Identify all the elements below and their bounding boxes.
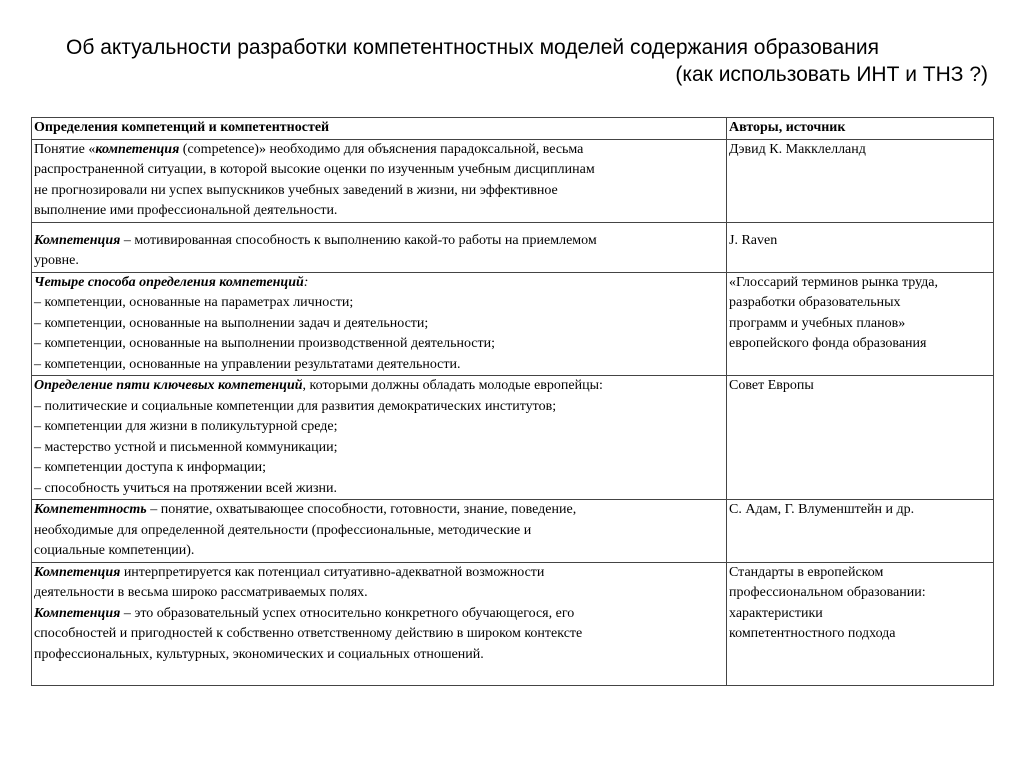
term: Компетентность [34,502,147,517]
definition-cell [32,562,727,685]
header-definitions: Определения компетенций и компетентностей [32,118,727,140]
text-line: деятельности в весьма широко рассматриваемых полях. [34,585,368,600]
text-line: профессиональных, культурных, экономических и социальных отношений. [34,646,484,662]
author-cell: Совет Европы [727,376,994,500]
section-heading: Четыре способа определения компетенций: [34,274,309,290]
table-row [32,139,994,222]
table-header-row [32,118,994,140]
list-item: – компетенции, основанные на управлении результатами деятельности. [34,356,461,372]
list-item: – мастерство устной и письменной коммуникации; [34,439,338,455]
title-line-1: Об актуальности разработки компетентностных моделей содержания образования [66,36,879,59]
text-line: уровне. [34,253,79,268]
title-line-2: (как использовать ИНТ и ТНЗ ?) [675,63,988,86]
competence-table [31,117,994,686]
table-row [32,272,994,376]
section-heading: Определение пяти ключевых компетенций, которыми должны обладать молодые европейцы: [34,378,603,393]
slide-title [0,34,988,88]
header-authors: Авторы, источник [727,118,994,140]
text-line: необходимые для определенной деятельности (профессиональные, методические и [34,522,532,538]
author-cell: Дэвид К. Макклелланд [727,139,994,222]
author-cell: Стандарты в европейском профессиональном образовании: характеристики компетентностного подхода [727,562,994,685]
text-line: выполнение ими профессиональной деятельности. [34,203,338,218]
list-item: – компетенции, основанные на параметрах личности; [34,295,354,310]
list-item: – компетенции, основанные на выполнении производственной деятельности; [34,336,496,351]
text-line: социальные компетенции). [34,543,195,558]
text-line: Компетенция – это образовательный успех относительно конкретного обучающегося, его [34,605,575,621]
text-line: не прогнозировали ни успех выпускников учебных заведений в жизни, ни эффективное [34,182,558,198]
definition-cell [32,272,727,376]
list-item: – компетенции, основанные на выполнении задач и деятельности; [34,315,429,331]
list-item: – политические и социальные компетенции для развития демократических институтов; [34,398,557,414]
text-line: Понятие «компетенция (competence)» необходимо для объяснения парадоксальной, весьма [34,141,584,157]
author-cell: С. Адам, Г. Влуменштейн и др. [727,500,994,563]
definition-cell [32,500,727,563]
list-item: – способность учиться на протяжении всей жизни. [34,480,338,496]
author-cell: J. Raven [727,222,994,272]
text-line: распространенной ситуации, в которой высокие оценки по изученным учебным дисциплинам [34,162,595,177]
text-line: способностей и пригодностей к собственно ответственному действию в широком контексте [34,626,583,641]
list-item: – компетенции для жизни в поликультурной среде; [34,419,338,434]
text-line: Компетенция интерпретируется как потенциал ситуативно-адекватной возможности [34,564,545,580]
definition-cell [32,222,727,272]
term: компетенция [95,141,180,157]
table-row [32,376,994,500]
text-line: Компетентность – понятие, охватывающее способности, готовности, знание, поведение, [34,502,577,517]
term: Компетенция [34,232,121,248]
term: Компетенция [34,605,121,621]
author-cell: «Глоссарий терминов рынка труда, разработки образовательных программ и учебных планов» европейского фонда образования [727,272,994,376]
definition-cell [32,376,727,500]
table-row [32,562,994,685]
list-item: – компетенции доступа к информации; [34,460,267,475]
term: Компетенция [34,564,121,580]
table-row [32,500,994,563]
table-row [32,222,994,272]
text-line: Компетенция – мотивированная способность к выполнению какой-то работы на приемлемом [34,232,597,248]
definition-cell [32,139,727,222]
